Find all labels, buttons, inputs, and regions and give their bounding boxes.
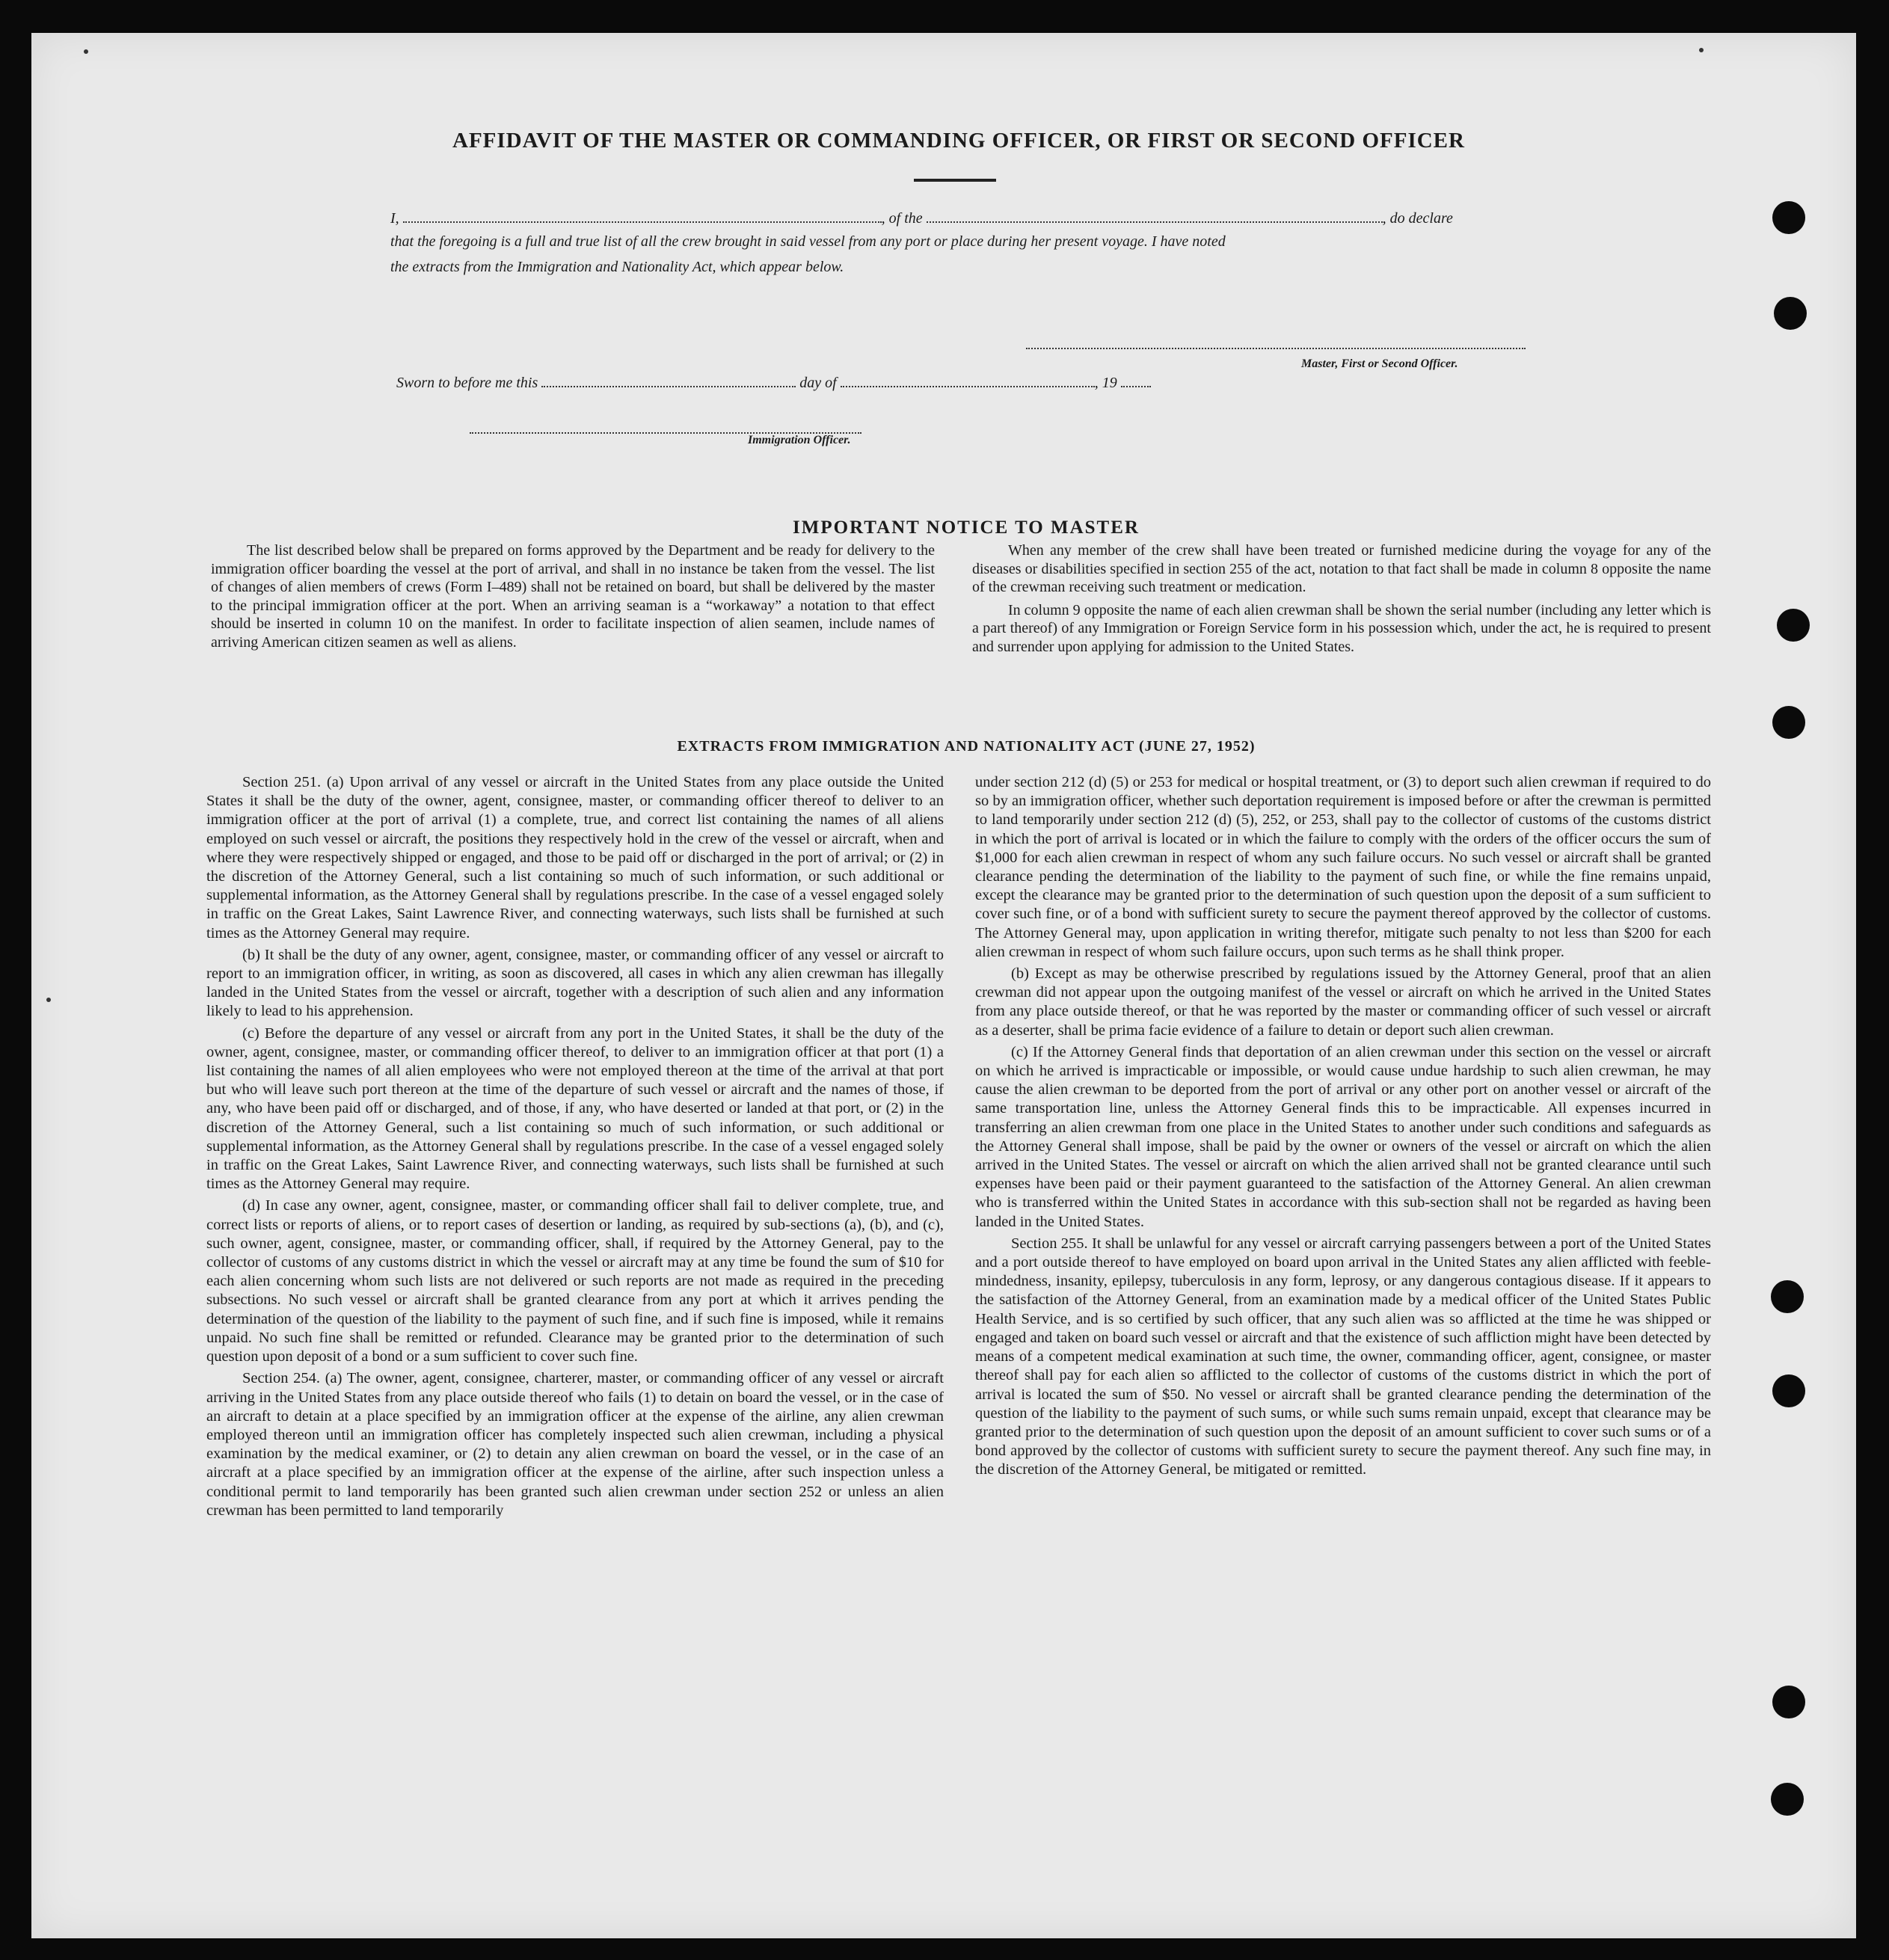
officer-caption: Immigration Officer. — [748, 434, 851, 446]
section-254a-continued: under section 212 (d) (5) or 253 for medical or hospital treatment, or (3) to deport such alien crewman if required to do so by an immigration officer, whether such deportation requirement is imposed before or after the crewman is permitted to land temporarily under section 212 (d) (5), 252, or 253, shall pay to the collector of customs of the customs district in which the port of arrival is located or in which the failure to comply with the orders of the officer occurs the sum of $1,000 for each alien crewman in respect of whom any such failure occurs. No such vessel or aircraft shall be granted clearance pending the determination of the liability to the payment of such fine, or while the fine remains unpaid, except the clearance may be granted prior to the determination of such question upon the deposit of a sum sufficient to cover such fine, or of a bond with sufficient surety to secure the payment thereof approved by the collector of customs. The Attorney General may, upon application in writing therefor, mitigate such penalty to not less than $200 for each alien crewman in respect of whom such failure occurs, upon such terms as he shall think proper. — [975, 774, 1711, 960]
extracts-title: EXTRACTS FROM IMMIGRATION AND NATIONALITY ACT (JUNE 27, 1952) — [677, 738, 1256, 755]
punch-hole-icon — [1771, 1280, 1804, 1313]
sworn-day-field[interactable] — [541, 374, 796, 387]
notice-right-column — [972, 541, 1711, 659]
bleed-through-text — [256, 362, 1677, 571]
notice-left-column — [211, 541, 935, 654]
punch-hole-icon — [1772, 201, 1805, 234]
punch-hole-icon — [1772, 706, 1805, 739]
notice-left-paragraph: The list described below shall be prepared on forms approved by the Department and be ready for delivery to the immigration officer boarding the vessel at the port of arrival, and shall in no instance be taken from the vessel. The list of changes of alien members of crews (Form I–489) shall not be retained on board, but shall be delivered by the master to the principal immigration officer at the port. When an arriving seaman is a “workaway” a notation to that effect should be inserted in column 10 on the manifest. In order to facilitate inspection of alien seamen, include names of arriving American citizen seamen as well as aliens. — [211, 542, 935, 651]
affidavit-title: AFFIDAVIT OF THE MASTER OR COMMANDING OFFICER, OR FIRST OR SECOND OFFICER — [452, 129, 1465, 153]
extracts-right-column — [975, 773, 1711, 1483]
master-caption: Master, First or Second Officer. — [1301, 357, 1458, 370]
scan-speck — [84, 49, 88, 54]
officer-signature-field[interactable] — [470, 420, 861, 434]
section-251c: (c) Before the departure of any vessel or aircraft from any port in the United States, it shall be the duty of the owner, agent, consignee, master, or commanding officer thereof, to deliver to an immigration officer at that port (1) a list containing the names of all alien employees who were not employed thereon at the time of the arrival at that port but who will leave such port thereon at the time of the departure of such vessel or aircraft and the names of those, if any, who have been paid off or discharged, and of those, if any, who have deserted or landed at that port, or (2) in the discretion of the Attorney General, such a list containing so much of such information, or such additional or supplemental information, as the Attorney General shall by regulations prescribe. In the case of a vessel engaged solely in traffic on the Great Lakes, Saint Lawrence River, and connecting waterways, such lists shall be furnished at such times as the Attorney General may require. — [206, 1024, 944, 1193]
section-251a: Section 251. (a) Upon arrival of any vessel or aircraft in the United States from any place outside the United States it shall be the duty of the owner, agent, consignee, master, or commanding officer thereof to deliver to an immigration officer at the port of arrival (1) a complete, true, and correct list containing the names of all aliens employed on such vessel or aircraft, the positions they respectively hold in the crew of the vessel or aircraft, when and where they were respectively shipped or engaged, and those to be paid off or discharged in the port of arrival; or (2) in the discretion of the Attorney General, such a list containing so much of such information, or such additional or supplemental information, as the Attorney General shall by regulations prescribe. In the case of a vessel engaged solely in traffic on the Great Lakes, Saint Lawrence River, and connecting waterways, such lists shall be furnished at such times as the Attorney General may require. — [206, 774, 944, 941]
sworn-label: Sworn to before me this — [396, 375, 538, 391]
sworn-month-field[interactable] — [841, 374, 1095, 387]
punch-hole-icon — [1777, 609, 1810, 642]
punch-hole-icon — [1772, 1686, 1805, 1718]
sworn-year-field[interactable] — [1121, 374, 1151, 387]
section-254b: (b) Except as may be otherwise prescribed by regulations issued by the Attorney General, proof that an alien crewman did not appear upon the outgoing manifest of the vessel or aircraft on which he arrived in the United States from any place outside thereof, or that he was reported by the master or commanding officer of such vessel or aircraft as a deserter, shall be prima facie evidence of a failure to detain or deport such alien crewman. — [975, 965, 1711, 1039]
section-255: Section 255. It shall be unlawful for any vessel or aircraft carrying passengers between a port of the United States and a port outside thereof to have employed on board upon arrival in the United States any alien afflicted with feeble-mindedness, insanity, epilepsy, tuberculosis in any form, leprosy, or any dangerous contagious disease. If it appears to the satisfaction of the Attorney General, from an examination made by a medical officer of the United States Public Health Service, and is so certified by such officer, that any such alien was so afflicted at the time he was shipped or engaged and taken on board such vessel or aircraft and that the existence of such affliction might have been detected by means of a competent medical examination at such time, the owner, commanding officer, agent, consignee, or master thereof shall pay for each alien so afflicted to the collector of customs of the customs district in which the port of arrival is located the sum of $50. No vessel or aircraft shall be granted clearance pending the determination of the question of the liability to the payment of such sums, or while such sums remain unpaid, except that clearance may be granted prior to the determination of such question upon the deposit of an amount sufficient to cover such sums or of a bond approved by the collector of customs with sufficient surety to secure the payment thereof. Any such fine may, in the discretion of the Attorney General, be mitigated or remitted. — [975, 1235, 1711, 1478]
vessel-name-field[interactable] — [927, 209, 1383, 223]
declaration-text-line3: the extracts from the Immigration and Nationality Act, which appear below. — [390, 259, 844, 275]
punch-hole-icon — [1772, 1374, 1805, 1407]
scan-speck — [46, 998, 51, 1002]
declaration-line — [390, 209, 1453, 227]
declaration-text-line2: that the foregoing is a full and true list of all the crew brought in said vessel from any port or place during her present voyage. I have noted — [390, 233, 1226, 250]
of-the-label: , of the — [881, 210, 923, 227]
sworn-line — [396, 374, 1151, 392]
punch-hole-icon — [1774, 297, 1807, 330]
day-of-label: day of — [799, 375, 837, 391]
section-251b: (b) It shall be the duty of any owner, agent, consignee, master, or commanding officer of any vessel or aircraft to report to an immigration officer, in writing, as soon as discovered, all cases in which any alien crewman has illegally landed in the United States from the vessel or aircraft, together with a description of such alien and any information likely to lead to his apprehension. — [206, 946, 944, 1020]
master-signature-field[interactable] — [1026, 336, 1526, 349]
notice-right-paragraph-1: When any member of the crew shall have been treated or furnished medicine during the voyage for any of the diseases or disabilities specified in section 255 of the act, notation to that fact shall be made in column 8 opposite the name of the crewman receiving such treatment or medication. — [972, 542, 1711, 595]
section-254a: Section 254. (a) The owner, agent, consignee, charterer, master, or commanding officer of any vessel or aircraft arriving in the United States from any place outside thereof who fails (1) to detain on board the vessel, or in the case of an aircraft to detain at a place specified by an immigration officer at the expense of the airline, any alien crewman employed thereon until an immigration officer has completely inspected such alien crewman, including a physical examination by the medical examiner, or (2) to detain any alien crewman on board the vessel, or in the case of an aircraft at a place specified by an immigration officer at the expense of the airline, after such inspection unless a conditional permit to land temporarily has been granted such alien crewman under section 252 or unless an alien crewman has been permitted to land temporarily — [206, 1370, 944, 1519]
declarant-name-field[interactable] — [403, 209, 882, 223]
punch-hole-icon — [1771, 1783, 1804, 1816]
year-label: , 19 — [1094, 375, 1117, 391]
scan-speck — [1699, 48, 1704, 52]
extracts-left-column — [206, 773, 944, 1523]
section-251d: (d) In case any owner, agent, consignee, master, or commanding officer shall fail to deliver complete, true, and correct lists or reports of aliens, or to report cases of desertion or landing, as required by sub-sections (a), (b), and (c), such owner, agent, consignee, master, or commanding officer, shall, if required by the Attorney General, pay to the collector of customs of any customs district in which the vessel or aircraft may at any time be found the sum of $10 for each alien concerning whom such lists are not delivered or such reports are not made as required in the preceding subsections. No such vessel or aircraft shall be granted clearance from any port at which it arrives pending the determination of the question of the liability to the payment of such fine, and if such fine is imposed, while it remains unpaid. No such fine shall be remitted or refunded. Clearance may be granted prior to the determination of such question upon deposit of a bond or a sum sufficient to cover such fine. — [206, 1197, 944, 1365]
declarant-prefix: I, — [390, 210, 399, 227]
notice-right-paragraph-2: In column 9 opposite the name of each alien crewman shall be shown the serial number (including any letter which is a part thereof) of any Immigration or Foreign Service form in his possession which, under the act, he is required to present and surrender upon applying for admission to the United States. — [972, 601, 1711, 655]
do-declare-label: , do declare — [1382, 210, 1453, 227]
title-divider — [914, 179, 996, 182]
form-page — [31, 33, 1856, 1938]
section-254c: (c) If the Attorney General finds that deportation of an alien crewman under this section on the vessel or aircraft on which he arrived is impracticable or impossible, or would cause undue hardship to such alien crewman, he may cause the alien crewman to be deported from the port of arrival or any other port on another vessel or aircraft of the same transportation line, unless the Attorney General finds this to be impracticable. All expenses incurred in transferring an alien crewman from one place in the United States to another under such conditions and safeguards as the Attorney General shall impose, shall be paid by the owner or owners of the vessel or aircraft on which the alien arrived in the United States. The vessel or aircraft on which the alien arrived shall not be granted clearance until such expenses have been paid or their payment guaranteed to the satisfaction of the Attorney General. An alien crewman who is transferred within the United States in accordance with this sub-section shall not be regarded as having been landed in the United States. — [975, 1043, 1711, 1230]
notice-title: IMPORTANT NOTICE TO MASTER — [793, 517, 1140, 538]
